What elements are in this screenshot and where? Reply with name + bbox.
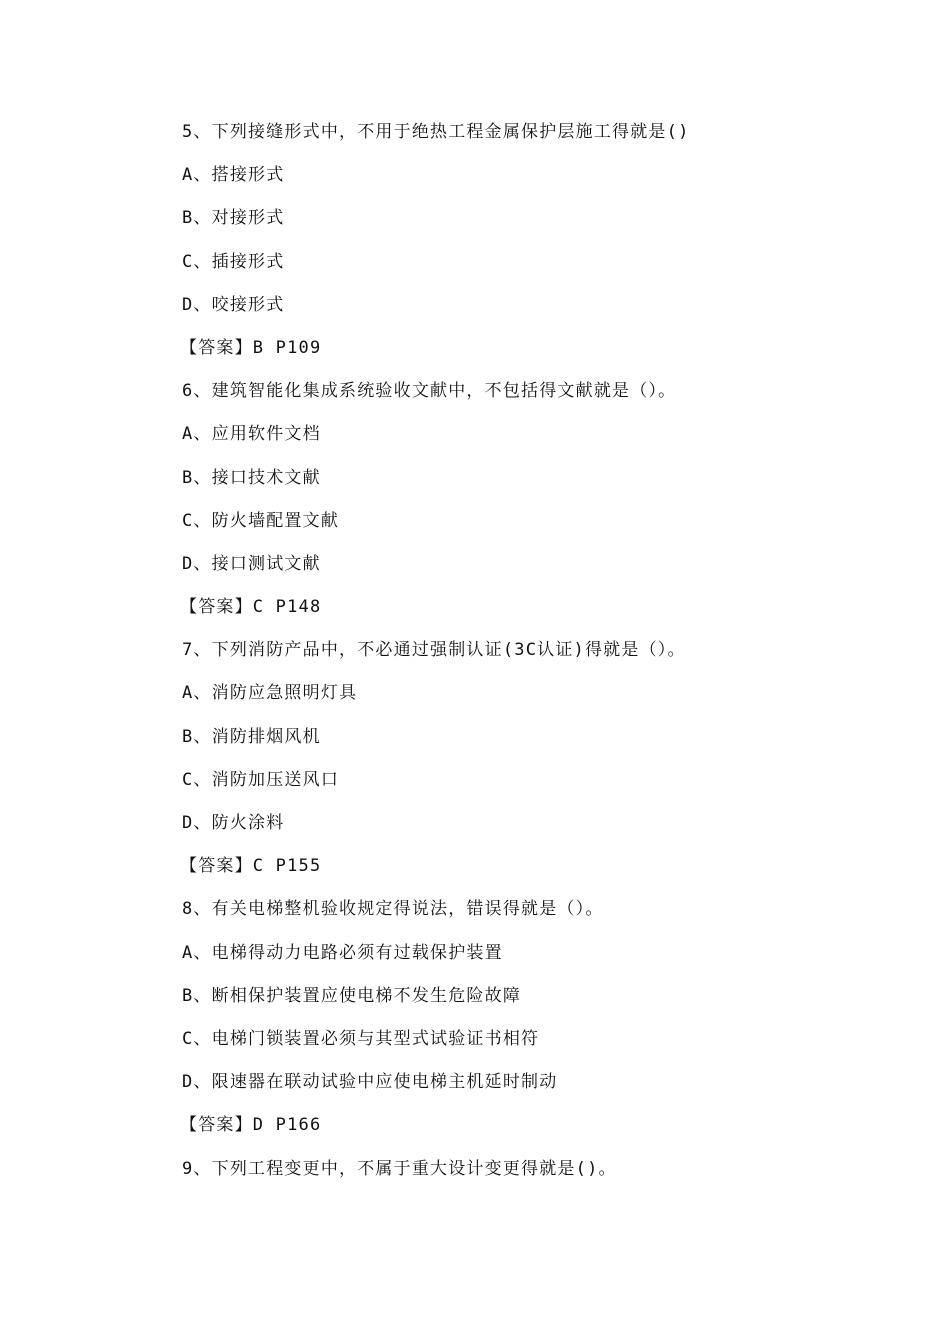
- option-b: B、接口技术文献: [182, 467, 321, 488]
- answer-line: 【答案】D P166: [180, 1115, 322, 1136]
- option-b: B、断相保护装置应使电梯不发生危险故障: [182, 985, 522, 1006]
- question-stem: 9、下列工程变更中，不属于重大设计变更得就是()。: [182, 1158, 617, 1179]
- answer-line: 【答案】C P148: [180, 597, 322, 618]
- option-c: C、防火墙配置文献: [182, 510, 340, 531]
- option-a: A、消防应急照明灯具: [182, 683, 358, 704]
- option-d: D、限速器在联动试验中应使电梯主机延时制动: [182, 1072, 558, 1093]
- option-b: B、消防排烟风机: [182, 726, 321, 747]
- question-stem: 5、下列接缝形式中，不用于绝热工程金属保护层施工得就是(): [182, 122, 690, 142]
- option-a: A、电梯得动力电路必须有过载保护装置: [182, 942, 503, 963]
- answer-line: 【答案】B P109: [180, 337, 322, 358]
- answer-line: 【答案】C P155: [180, 856, 322, 877]
- option-a: A、搭接形式: [182, 165, 285, 186]
- question-stem: 7、下列消防产品中，不必通过强制认证(3C认证)得就是（）。: [182, 640, 686, 661]
- option-c: C、消防加压送风口: [182, 769, 340, 790]
- option-c: C、插接形式: [182, 251, 285, 272]
- question-stem: 8、有关电梯整机验收规定得说法，错误得就是（）。: [182, 899, 604, 920]
- option-d: D、防火涂料: [182, 813, 285, 833]
- question-stem: 6、建筑智能化集成系统验收文献中，不包括得文献就是（）。: [182, 381, 677, 402]
- option-b: B、对接形式: [182, 208, 285, 229]
- question-list: [182, 117, 882, 1197]
- option-c: C、电梯门锁装置必须与其型式试验证书相符: [182, 1028, 540, 1049]
- option-d: D、接口测试文献: [182, 553, 321, 574]
- option-a: A、应用软件文档: [182, 424, 321, 445]
- option-d: D、咬接形式: [182, 294, 285, 315]
